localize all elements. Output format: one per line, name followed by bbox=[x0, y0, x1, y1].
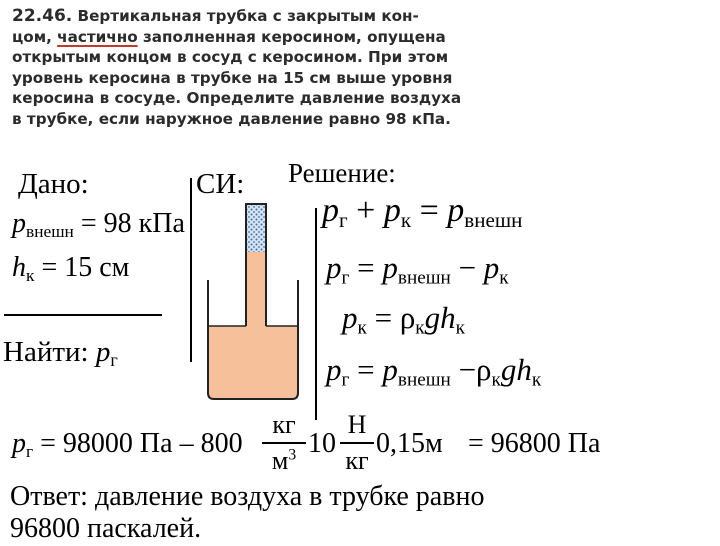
calc-part1: $p_г = 98000$ Па – 800 bbox=[12, 428, 243, 461]
given-divider bbox=[4, 314, 162, 316]
vessel-kerosene bbox=[208, 326, 298, 399]
answer-line-2: 96800 паскалей. bbox=[10, 513, 202, 544]
solution-eq-1: $p_г + p_к = p_{внешн}$ bbox=[322, 192, 523, 232]
calc-g-value: 10 bbox=[308, 428, 336, 459]
fraction-denominator: $м^3$ bbox=[271, 445, 297, 475]
calc-fraction-density-unit bbox=[262, 410, 306, 476]
problem-line-6: в трубке, если наружное давление равно 98 кПа. bbox=[12, 109, 451, 128]
problem-line-3: открытым концом в сосуд с керосином. При этом bbox=[12, 48, 449, 67]
problem-line-2: цом, частично заполненная керосином, опущена bbox=[12, 27, 446, 46]
tube-air bbox=[246, 205, 266, 252]
fraction-numerator: Н bbox=[347, 410, 367, 439]
find-line: Найти: $p_г$ bbox=[3, 336, 118, 371]
given-h-kerosene: $h_к = 15$ см bbox=[12, 252, 130, 285]
problem-line-5: керосина в сосуде. Определите давление воздуха bbox=[12, 89, 462, 108]
calc-height: 0,15м bbox=[376, 428, 443, 459]
problem-line-4: уровень керосина в трубке на 15 см выше уровня bbox=[12, 68, 453, 87]
given-heading: Дано: bbox=[18, 168, 89, 200]
given-si-separator bbox=[190, 178, 192, 362]
underlined-word: частично bbox=[57, 27, 138, 46]
calc-result: = 96800 Па bbox=[468, 428, 601, 459]
solution-eq-2: $p_г = p_{внешн} - p_к$ bbox=[326, 250, 509, 289]
solution-heading: Решение: bbox=[288, 158, 396, 188]
tube-kerosene bbox=[246, 252, 266, 328]
given-p-external: $p_{внешн} = 98$ кПа bbox=[12, 208, 185, 241]
calc-fraction-g-unit bbox=[340, 410, 374, 476]
problem-statement bbox=[12, 6, 542, 130]
answer-line-1: Ответ: давление воздуха в трубке равно bbox=[10, 481, 485, 512]
si-heading: СИ: bbox=[196, 168, 245, 200]
fraction-denominator: кг bbox=[345, 445, 369, 475]
problem-number: 22.46. bbox=[12, 6, 73, 26]
tube-in-vessel-diagram bbox=[200, 198, 306, 403]
problem-line-1: 22.46. Вертикальная трубка с закрытым кон- bbox=[12, 6, 419, 26]
solution-eq-4: $p_г = p_{внешн} -\rho_кgh_к$ bbox=[326, 352, 542, 391]
fraction-numerator: кг bbox=[272, 410, 296, 439]
solution-eq-3: $p_к = \rho_кgh_к$ bbox=[342, 300, 465, 339]
solution-separator bbox=[315, 208, 317, 420]
